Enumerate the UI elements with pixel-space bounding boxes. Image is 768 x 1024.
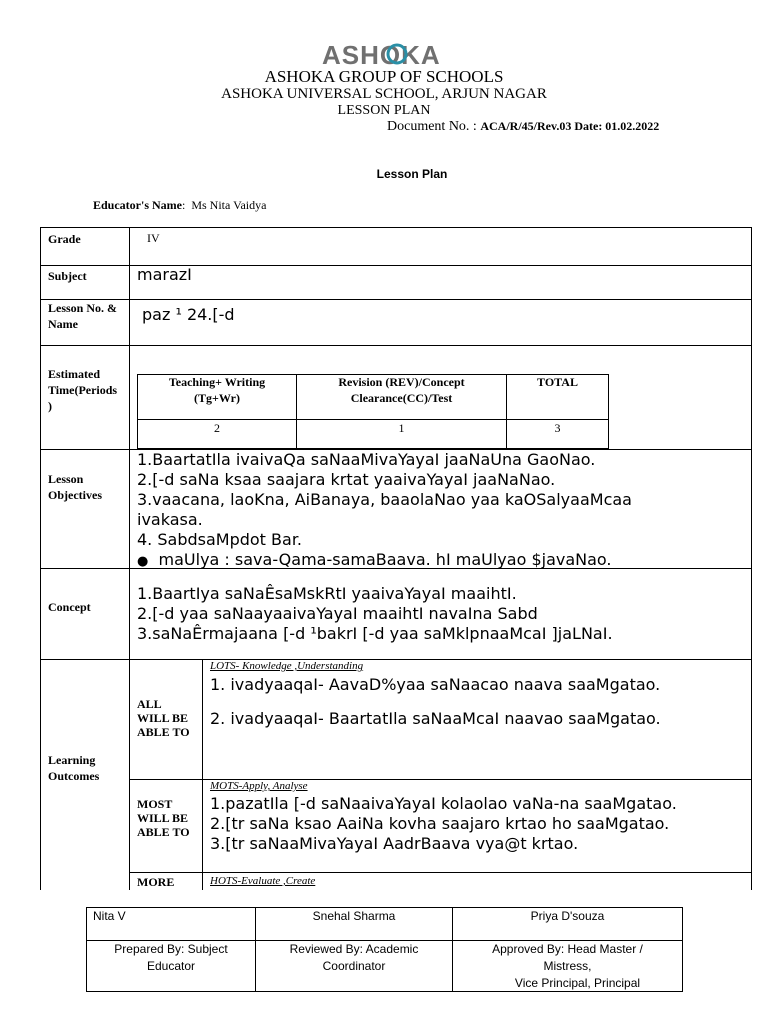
time-label-line2: Time(Periods	[48, 383, 118, 397]
all-outcome-line: 1. ivadyaaqaI- AavaD%yaa saNaacao naava saaMgatao.	[210, 675, 661, 694]
time-header-teaching-l2: (Tg+Wr)	[194, 391, 240, 405]
mots-header: MOTS-Apply, Analyse	[210, 780, 308, 792]
approved-role-l3: Vice Principal, Principal	[514, 976, 641, 990]
time-label	[48, 366, 117, 414]
time-label-line3: )	[48, 399, 52, 413]
time-value-total: 3	[554, 421, 561, 435]
all-label-l3: ABLE TO	[137, 725, 190, 739]
time-label-line1: Estimated	[48, 367, 100, 381]
reviewed-role-l1: Reviewed By: Academic	[289, 942, 419, 956]
objective-line: 2.[-d saNa ksaa saajara krtat yaaivaYayaI jaaNaNao.	[137, 470, 556, 489]
concept-list	[137, 584, 613, 644]
hots-header: HOTS-Evaluate ,Create	[210, 875, 316, 887]
objective-line: 1.BaartatIla ivaivaQa saNaaMivaYayaI jaaNaUna GaoNao.	[137, 450, 596, 469]
doc-no-value: ACA/R/45/Rev.03 Date: 01.02.2022	[480, 119, 660, 133]
approved-role-l2: Mistress,	[543, 959, 592, 973]
approved-role-l1: Approved By: Head Master /	[492, 942, 643, 956]
prepared-role-l1: Prepared By: Subject	[114, 942, 228, 956]
educator-line	[93, 198, 266, 213]
ashoka-logo	[322, 40, 446, 68]
time-header-revision-l2: Clearance(CC)/Test	[350, 391, 453, 405]
school-name: ASHOKA UNIVERSAL SCHOOL, ARJUN NAGAR	[221, 86, 547, 102]
lesson-label-line2: Name	[48, 317, 78, 331]
educator-name: Ms Nita Vaidya	[191, 198, 267, 212]
all-label-l2: WILL BE	[137, 711, 189, 725]
time-header-teaching-l1: Teaching+ Writing	[168, 375, 266, 389]
lots-header: LOTS- Knowledge ,Understanding	[210, 660, 364, 672]
concept-line: 2.[-d yaa saNaayaaivaYayaI maaihtI navaIna Sabd	[137, 604, 538, 623]
approved-name: Priya D'souza	[530, 909, 605, 923]
time-value-revision: 1	[398, 421, 405, 435]
outcomes-label-line2: Outcomes	[48, 769, 100, 783]
prepared-role	[87, 941, 255, 975]
reviewed-role-l2: Coordinator	[322, 959, 386, 973]
time-header-revision	[297, 374, 506, 406]
most-label	[137, 797, 190, 839]
document-number	[387, 119, 659, 135]
objective-bullet-line	[137, 550, 632, 572]
most-label-l1: MOST	[137, 797, 173, 811]
most-outcomes-list	[210, 794, 677, 854]
reviewed-role	[256, 941, 452, 975]
objective-line: 4. SabdsaMpdot Bar.	[137, 530, 303, 549]
most-outcome-line: 2.[tr saNa ksao AaiNa kovha saajaro krtao ho saaMgatao.	[210, 814, 670, 833]
all-outcome-line: 2. ivadyaaqaI- BaartatIla saNaaMcaI naavao saaMgatao.	[210, 709, 661, 728]
time-header-total	[507, 374, 608, 390]
most-label-l2: WILL BE	[137, 811, 189, 825]
more-label: MORE	[137, 875, 175, 889]
prepared-name: Nita V	[93, 909, 126, 923]
time-header-total-l1: TOTAL	[537, 375, 578, 389]
concept-label: Concept	[48, 600, 91, 614]
subject-value: marazI	[137, 265, 192, 284]
org-name: ASHOKA GROUP OF SCHOOLS	[264, 67, 504, 86]
time-header-revision-l1: Revision (REV)/Concept	[338, 375, 465, 389]
most-outcome-line: 3.[tr saNaaMivaYayaI AadrBaava vya@t krtao.	[210, 834, 579, 853]
objective-line: ivakasa.	[137, 510, 203, 529]
all-label-l1: ALL	[137, 697, 162, 711]
outcomes-label	[48, 752, 99, 784]
logo-text: ASHOKA	[322, 40, 441, 68]
objective-value-text: maUlya : sava-Qama-samaBaava. hI maUlyao $javaNao.	[158, 550, 612, 569]
lesson-label-line1: Lesson No. &	[48, 301, 118, 315]
grade-label: Grade	[48, 232, 81, 246]
most-label-l3: ABLE TO	[137, 825, 190, 839]
outcomes-label-line1: Learning	[48, 753, 96, 767]
objectives-label-line1: Lesson	[48, 472, 84, 486]
educator-sep: :	[182, 198, 186, 212]
bullet-icon: ●	[137, 554, 149, 569]
lesson-label	[48, 300, 117, 332]
time-header-teaching	[138, 374, 296, 406]
most-outcome-line: 1.pazatIla [-d saNaaivaYayaI kolaolao vaNa-na saaMgatao.	[210, 794, 677, 813]
time-value-teaching: 2	[214, 421, 220, 435]
lesson-value: paz ¹ 24.[-d	[142, 305, 235, 324]
objectives-label-line2: Objectives	[48, 488, 102, 502]
objectives-label	[48, 471, 102, 503]
doc-no-label: Document No. :	[387, 119, 477, 134]
all-label	[137, 697, 190, 739]
page-title: Lesson Plan	[376, 167, 448, 181]
educator-label: Educator's Name	[93, 198, 182, 212]
reviewed-name: Snehal Sharma	[312, 909, 396, 923]
grade-value: IV	[147, 231, 160, 245]
concept-line: 1.BaartIya saNaÊsaMskRtI yaaivaYayaI maaihtI.	[137, 584, 517, 603]
prepared-role-l2: Educator	[146, 959, 196, 973]
objective-line: 3.vaacana, laoKna, AiBanaya, baaolaNao yaa kaOSalyaaMcaa	[137, 490, 632, 509]
doc-type: LESSON PLAN	[337, 103, 431, 118]
subject-label: Subject	[48, 269, 87, 283]
objectives-list	[137, 450, 632, 572]
approved-role	[453, 941, 682, 992]
concept-line: 3.saNaÊrmajaana [-d ¹bakrI [-d yaa saMklpnaaMcaI ]jaLNaI.	[137, 624, 613, 643]
